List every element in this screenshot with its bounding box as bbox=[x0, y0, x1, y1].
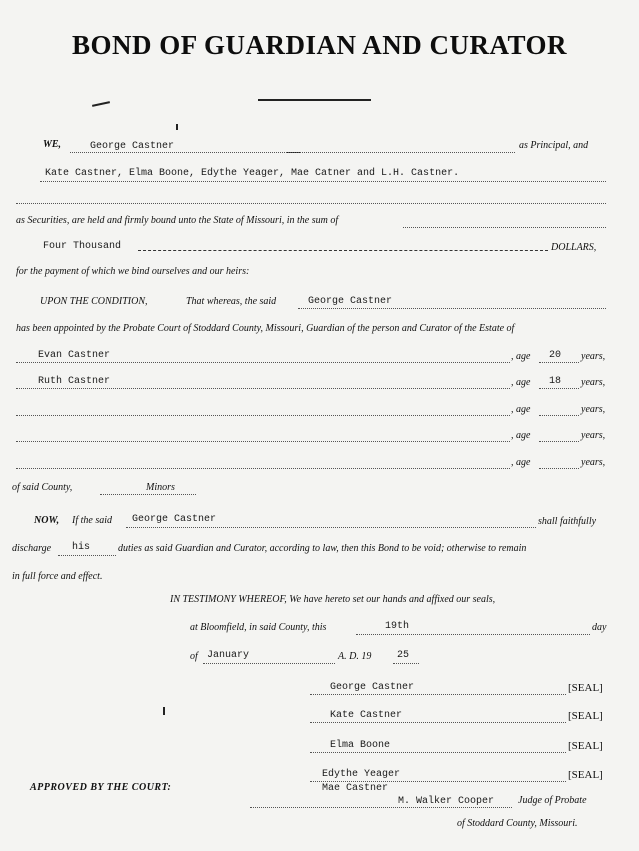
shall-label: shall faithfully bbox=[538, 516, 597, 527]
force-text: in full force and effect. bbox=[12, 571, 103, 582]
day-label: day bbox=[592, 622, 607, 633]
discharge-label: discharge bbox=[12, 543, 52, 554]
now-name: George Castner bbox=[132, 514, 217, 525]
judge-line bbox=[250, 807, 512, 808]
as-principal-label: as Principal, and bbox=[519, 140, 589, 151]
signature-name: Edythe Yeager bbox=[322, 769, 401, 780]
extra-signer: Mae Castner bbox=[322, 783, 389, 794]
minor-name-line bbox=[16, 362, 510, 363]
payment-text: for the payment of which we bind ourselves and our heirs: bbox=[16, 266, 250, 277]
ink-mark bbox=[92, 101, 110, 107]
his-line bbox=[58, 555, 116, 556]
condition-text: That whereas, the said bbox=[186, 296, 277, 307]
ad-label: A. D. 19 bbox=[338, 651, 372, 662]
judge-title: Judge of Probate bbox=[518, 795, 587, 806]
seal-label: [SEAL] bbox=[568, 769, 603, 781]
signature-line bbox=[310, 752, 566, 753]
we-label: WE, bbox=[43, 139, 62, 150]
signature-name: Kate Castner bbox=[330, 710, 403, 721]
now-line bbox=[126, 527, 536, 528]
age-label: , age bbox=[511, 377, 531, 388]
securities-line-2 bbox=[16, 203, 606, 204]
his-text: his bbox=[72, 542, 91, 553]
signature-name: Elma Boone bbox=[330, 740, 391, 751]
minor-name: Ruth Castner bbox=[38, 376, 111, 387]
age-line bbox=[539, 362, 579, 363]
age-line bbox=[539, 415, 579, 416]
securities-line bbox=[40, 181, 606, 182]
judge-county: of Stoddard County, Missouri. bbox=[457, 818, 578, 829]
county-text: of said County, bbox=[12, 482, 73, 493]
amount-dash-line bbox=[138, 250, 548, 251]
ink-mark bbox=[176, 124, 178, 130]
month-value: January bbox=[207, 650, 250, 661]
years-label: years, bbox=[581, 377, 606, 388]
judge-name: M. Walker Cooper bbox=[398, 796, 495, 807]
age-label: , age bbox=[511, 457, 531, 468]
discharge-rest: duties as said Guardian and Curator, according to law, then this Bond to be void; otherwise to remain bbox=[118, 543, 527, 554]
date-at-text: at Bloomfield, in said County, this bbox=[190, 622, 327, 633]
principal-name: George Castner bbox=[90, 141, 175, 152]
seal-label: [SEAL] bbox=[568, 740, 603, 752]
condition-line bbox=[298, 308, 606, 309]
securities-text: as Securities, are held and firmly bound unto the State of Missouri, in the sum of bbox=[16, 215, 339, 226]
amount-text: Four Thousand bbox=[43, 241, 122, 252]
years-label: years, bbox=[581, 457, 606, 468]
years-label: years, bbox=[581, 430, 606, 441]
minor-name-line bbox=[16, 388, 510, 389]
title-rule bbox=[258, 99, 371, 101]
sum-line bbox=[403, 227, 606, 228]
minors-label: Minors bbox=[146, 482, 175, 493]
year-value: 25 bbox=[397, 650, 410, 661]
signature-line bbox=[310, 722, 566, 723]
of-label: of bbox=[190, 651, 198, 662]
minor-age: 18 bbox=[549, 376, 562, 387]
ink-mark bbox=[163, 707, 165, 715]
years-label: years, bbox=[581, 404, 606, 415]
minor-name-line bbox=[16, 441, 510, 442]
now-text: If the said bbox=[72, 515, 112, 526]
approved-label: APPROVED BY THE COURT: bbox=[30, 782, 172, 793]
securities-names: Kate Castner, Elma Boone, Edythe Yeager, Mae Catner and L.H. Castner. bbox=[45, 168, 460, 179]
minor-name-line bbox=[16, 415, 510, 416]
minor-name-line bbox=[16, 468, 510, 469]
day-value: 19th bbox=[385, 621, 410, 632]
minor-name: Evan Castner bbox=[38, 350, 111, 361]
principal-line bbox=[70, 152, 515, 153]
age-line bbox=[539, 441, 579, 442]
seal-label: [SEAL] bbox=[568, 682, 603, 694]
county-line bbox=[100, 494, 196, 495]
condition-name: George Castner bbox=[308, 296, 393, 307]
signature-line bbox=[310, 694, 566, 695]
age-line bbox=[539, 388, 579, 389]
seal-label: [SEAL] bbox=[568, 710, 603, 722]
age-line bbox=[539, 468, 579, 469]
year-line bbox=[393, 663, 419, 664]
signature-line bbox=[310, 781, 566, 782]
appointed-text: has been appointed by the Probate Court of Stoddard County, Missouri, Guardian of the person and Curator of the Estate of bbox=[16, 323, 515, 334]
minor-age: 20 bbox=[549, 350, 562, 361]
age-label: , age bbox=[511, 351, 531, 362]
day-line bbox=[356, 634, 590, 635]
age-label: , age bbox=[511, 404, 531, 415]
month-line bbox=[203, 663, 335, 664]
years-label: years, bbox=[581, 351, 606, 362]
signature-name: George Castner bbox=[330, 682, 415, 693]
testimony-text: IN TESTIMONY WHEREOF, We have hereto set our hands and affixed our seals, bbox=[170, 594, 496, 605]
now-label: NOW, bbox=[34, 515, 60, 526]
age-label: , age bbox=[511, 430, 531, 441]
dollars-label: DOLLARS, bbox=[551, 242, 597, 253]
document-title: BOND OF GUARDIAN AND CURATOR bbox=[71, 30, 568, 60]
condition-label: UPON THE CONDITION, bbox=[40, 296, 148, 307]
